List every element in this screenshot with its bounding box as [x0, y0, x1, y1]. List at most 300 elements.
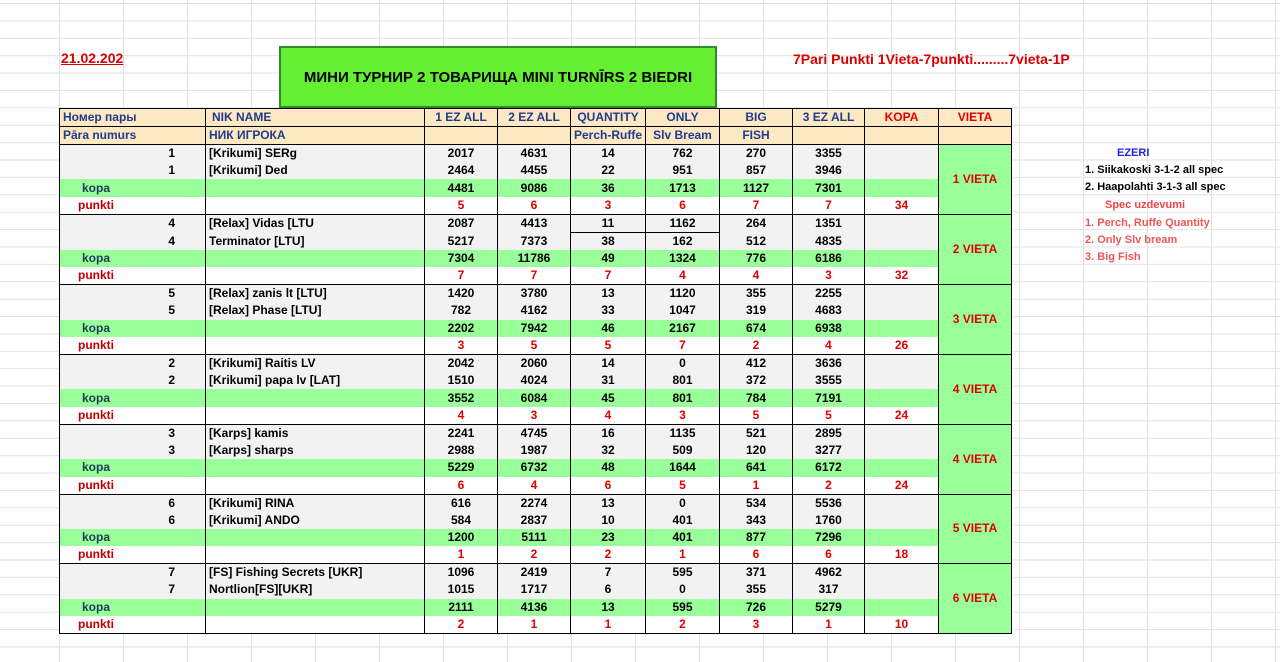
kopa-cell[interactable] — [865, 442, 939, 459]
ez3-cell[interactable]: 4962 — [793, 564, 865, 582]
punkti-only-cell[interactable]: 1 — [646, 546, 720, 564]
big-cell[interactable]: 355 — [720, 581, 793, 598]
ez1-cell[interactable]: 2087 — [425, 214, 498, 232]
punkti-ez3-cell[interactable]: 3 — [793, 267, 865, 285]
kopa-cell[interactable] — [865, 512, 939, 529]
lake-line-1[interactable]: 1. Siikakoski 3-1-2 all spec — [1085, 164, 1224, 176]
pair-number-cell[interactable]: 4 — [60, 232, 206, 250]
punkti-ez2-cell[interactable]: 4 — [498, 477, 571, 495]
punkti-blank-cell[interactable] — [206, 477, 425, 495]
pair-number-cell[interactable]: 6 — [60, 512, 206, 529]
punkti-big-cell[interactable]: 7 — [720, 197, 793, 215]
kopa-qty-cell[interactable]: 45 — [571, 389, 646, 406]
big-cell[interactable]: 270 — [720, 145, 793, 163]
header-ez2[interactable]: 2 EZ ALL — [498, 109, 571, 127]
punkti-qty-cell[interactable]: 3 — [571, 197, 646, 215]
kopa-only-cell[interactable]: 401 — [646, 529, 720, 546]
kopa-total-cell[interactable] — [865, 599, 939, 616]
kopa-total-cell[interactable] — [865, 529, 939, 546]
kopa-qty-cell[interactable]: 36 — [571, 179, 646, 196]
punkti-ez3-cell[interactable]: 7 — [793, 197, 865, 215]
pair-number-cell[interactable]: 1 — [60, 145, 206, 163]
punkti-only-cell[interactable]: 6 — [646, 197, 720, 215]
kopa-cell[interactable] — [865, 581, 939, 598]
ez1-cell[interactable]: 1420 — [425, 285, 498, 303]
pair-number-cell[interactable]: 2 — [60, 354, 206, 372]
kopa-ez1-cell[interactable]: 3552 — [425, 389, 498, 406]
kopa-label[interactable]: kopa — [60, 320, 206, 337]
pair-number-cell[interactable]: 3 — [60, 442, 206, 459]
header-only[interactable]: ONLY — [646, 109, 720, 127]
kopa-ez2-cell[interactable]: 11786 — [498, 250, 571, 267]
ez2-cell[interactable]: 3780 — [498, 285, 571, 303]
nick-cell[interactable]: [Relax] Phase [LTU] — [206, 302, 425, 319]
punkti-ez3-cell[interactable]: 2 — [793, 477, 865, 495]
punkti-total-cell[interactable]: 24 — [865, 477, 939, 495]
punkti-row — [60, 337, 1012, 355]
kopa-total-cell[interactable] — [865, 459, 939, 476]
ez1-cell[interactable]: 2017 — [425, 145, 498, 163]
nick-cell[interactable]: [FS] Fishing Secrets [UKR] — [206, 564, 425, 582]
big-cell[interactable]: 343 — [720, 512, 793, 529]
punkti-qty-cell[interactable]: 4 — [571, 407, 646, 425]
kopa-total-cell[interactable] — [865, 179, 939, 196]
kopa-qty-cell[interactable]: 49 — [571, 250, 646, 267]
kopa-cell[interactable] — [865, 302, 939, 319]
ez3-cell[interactable]: 3355 — [793, 145, 865, 163]
nick-cell[interactable]: [Relax] Vidas [LTU — [206, 214, 425, 232]
punkti-label[interactable]: punkti — [60, 197, 206, 215]
punkti-big-cell[interactable]: 4 — [720, 267, 793, 285]
nick-cell[interactable]: [Krikumi] Ded — [206, 162, 425, 179]
kopa-only-cell[interactable]: 1324 — [646, 250, 720, 267]
nick-cell[interactable]: [Krikumi] RINA — [206, 494, 425, 512]
points-note[interactable]: 7Pari Punkti 1Vieta-7punkti.........7vieta-1P — [793, 51, 1070, 67]
kopa-big-cell[interactable]: 726 — [720, 599, 793, 616]
kopa-ez3-cell[interactable]: 6186 — [793, 250, 865, 267]
punkti-only-cell[interactable]: 7 — [646, 337, 720, 355]
nick-cell[interactable]: Nortlion[FS][UKR] — [206, 581, 425, 598]
ez1-cell[interactable]: 584 — [425, 512, 498, 529]
kopa-ez2-cell[interactable]: 6732 — [498, 459, 571, 476]
header-pair-no-lv[interactable]: Pāra numurs — [60, 127, 206, 145]
header-nik-ru[interactable]: НИК ИГРОКА — [206, 127, 425, 145]
ez2-cell[interactable]: 4745 — [498, 424, 571, 442]
ez1-cell[interactable]: 782 — [425, 302, 498, 319]
kopa-cell[interactable] — [865, 354, 939, 372]
kopa-row — [60, 529, 1012, 546]
kopa-total-cell[interactable] — [865, 320, 939, 337]
punkti-qty-cell[interactable]: 5 — [571, 337, 646, 355]
punkti-only-cell[interactable]: 3 — [646, 407, 720, 425]
pair-number-cell[interactable]: 1 — [60, 162, 206, 179]
ez2-cell[interactable]: 1987 — [498, 442, 571, 459]
punkti-total-cell[interactable]: 18 — [865, 546, 939, 564]
kopa-only-cell[interactable]: 1644 — [646, 459, 720, 476]
punkti-ez2-cell[interactable]: 5 — [498, 337, 571, 355]
big-cell[interactable]: 412 — [720, 354, 793, 372]
header-ez3-sub[interactable] — [793, 127, 865, 145]
only-cell[interactable]: 1120 — [646, 285, 720, 303]
punkti-label[interactable]: punkti — [60, 267, 206, 285]
ez2-cell[interactable]: 2837 — [498, 512, 571, 529]
punkti-blank-cell[interactable] — [206, 337, 425, 355]
only-cell[interactable]: 595 — [646, 564, 720, 582]
kopa-label[interactable]: kopa — [60, 459, 206, 476]
pair-number-cell[interactable]: 3 — [60, 424, 206, 442]
only-cell[interactable]: 401 — [646, 512, 720, 529]
punkti-qty-cell[interactable]: 1 — [571, 616, 646, 634]
kopa-ez2-cell[interactable]: 9086 — [498, 179, 571, 196]
big-cell[interactable]: 857 — [720, 162, 793, 179]
spec-line-1[interactable]: 1. Perch, Ruffe Quantity — [1085, 217, 1210, 229]
punkti-ez1-cell[interactable]: 3 — [425, 337, 498, 355]
kopa-ez2-cell[interactable]: 6084 — [498, 389, 571, 406]
kopa-ez2-cell[interactable]: 4136 — [498, 599, 571, 616]
pair-number-cell[interactable]: 4 — [60, 214, 206, 232]
pair-number-cell[interactable]: 5 — [60, 285, 206, 303]
header-kopa[interactable]: KOPA — [865, 109, 939, 127]
header-ez2-sub[interactable] — [498, 127, 571, 145]
kopa-row — [60, 599, 1012, 616]
kopa-big-cell[interactable]: 776 — [720, 250, 793, 267]
kopa-ez1-cell[interactable]: 2202 — [425, 320, 498, 337]
big-cell[interactable]: 521 — [720, 424, 793, 442]
header-big[interactable]: BIG — [720, 109, 793, 127]
punkti-blank-cell[interactable] — [206, 616, 425, 634]
kopa-big-cell[interactable]: 1127 — [720, 179, 793, 196]
spec-line-3[interactable]: 3. Big Fish — [1085, 251, 1141, 263]
ez3-cell[interactable]: 3946 — [793, 162, 865, 179]
ez1-cell[interactable]: 2464 — [425, 162, 498, 179]
punkti-ez1-cell[interactable]: 6 — [425, 477, 498, 495]
only-cell[interactable]: 0 — [646, 354, 720, 372]
punkti-ez1-cell[interactable]: 4 — [425, 407, 498, 425]
punkti-ez1-cell[interactable]: 2 — [425, 616, 498, 634]
nick-cell[interactable]: [Relax] zanis lt [LTU] — [206, 285, 425, 303]
big-cell[interactable]: 371 — [720, 564, 793, 582]
kopa-big-cell[interactable]: 784 — [720, 389, 793, 406]
kopa-label[interactable]: kopa — [60, 529, 206, 546]
header-vieta-sub[interactable] — [939, 127, 1012, 145]
punkti-total-cell[interactable]: 24 — [865, 407, 939, 425]
punkti-ez3-cell[interactable]: 5 — [793, 407, 865, 425]
big-cell[interactable]: 372 — [720, 372, 793, 389]
kopa-big-cell[interactable]: 674 — [720, 320, 793, 337]
punkti-blank-cell[interactable] — [206, 267, 425, 285]
kopa-cell[interactable] — [865, 424, 939, 442]
kopa-cell[interactable] — [865, 145, 939, 163]
header-pair-no[interactable]: Номер пары — [60, 109, 206, 127]
header-kopa-sub[interactable] — [865, 127, 939, 145]
player-row — [60, 372, 1012, 389]
nick-cell[interactable]: [Krikumi] SERg — [206, 145, 425, 163]
kopa-cell[interactable] — [865, 372, 939, 389]
punkti-ez3-cell[interactable]: 4 — [793, 337, 865, 355]
ez3-cell[interactable]: 2895 — [793, 424, 865, 442]
big-cell[interactable]: 512 — [720, 232, 793, 250]
punkti-total-cell[interactable]: 32 — [865, 267, 939, 285]
header-quantity-sub[interactable]: Perch-Ruffe — [571, 127, 646, 145]
punkti-only-cell[interactable]: 5 — [646, 477, 720, 495]
tournament-title[interactable]: МИНИ ТУРНИР 2 ТОВАРИЩА MINI TURNĪRS 2 BIEDRI — [279, 46, 717, 108]
kopa-big-cell[interactable]: 877 — [720, 529, 793, 546]
header-vieta[interactable]: VIETA — [939, 109, 1012, 127]
only-cell[interactable]: 0 — [646, 581, 720, 598]
nick-cell[interactable]: [Krikumi] papa lv [LAT] — [206, 372, 425, 389]
date-cell[interactable]: 21.02.202 — [61, 50, 124, 66]
qty-cell[interactable]: 16 — [571, 424, 646, 442]
kopa-blank-cell[interactable] — [206, 250, 425, 267]
punkti-row — [60, 197, 1012, 215]
header-ez1[interactable]: 1 EZ ALL — [425, 109, 498, 127]
qty-cell[interactable]: 33 — [571, 302, 646, 319]
pair-number-cell[interactable]: 7 — [60, 581, 206, 598]
kopa-only-cell[interactable]: 1713 — [646, 179, 720, 196]
qty-cell[interactable]: 7 — [571, 564, 646, 582]
kopa-ez1-cell[interactable]: 7304 — [425, 250, 498, 267]
only-cell[interactable]: 762 — [646, 145, 720, 163]
kopa-blank-cell[interactable] — [206, 179, 425, 196]
punkti-ez3-cell[interactable]: 1 — [793, 616, 865, 634]
qty-cell[interactable]: 13 — [571, 285, 646, 303]
punkti-big-cell[interactable]: 3 — [720, 616, 793, 634]
nick-cell[interactable]: [Karps] kamis — [206, 424, 425, 442]
punkti-ez2-cell[interactable]: 6 — [498, 197, 571, 215]
qty-cell[interactable]: 13 — [571, 494, 646, 512]
header-only-sub[interactable]: Slv Bream — [646, 127, 720, 145]
punkti-only-cell[interactable]: 4 — [646, 267, 720, 285]
punkti-total-cell[interactable]: 34 — [865, 197, 939, 215]
player-row — [60, 564, 1012, 582]
punkti-label[interactable]: punkti — [60, 477, 206, 495]
nick-cell[interactable]: [Krikumi] ANDO — [206, 512, 425, 529]
qty-cell[interactable]: 14 — [571, 145, 646, 163]
pair-number-cell[interactable]: 6 — [60, 494, 206, 512]
big-cell[interactable]: 120 — [720, 442, 793, 459]
kopa-ez3-cell[interactable]: 6938 — [793, 320, 865, 337]
kopa-big-cell[interactable]: 641 — [720, 459, 793, 476]
punkti-blank-cell[interactable] — [206, 546, 425, 564]
punkti-row — [60, 267, 1012, 285]
kopa-qty-cell[interactable]: 46 — [571, 320, 646, 337]
vieta-cell[interactable]: 4 VIETA — [939, 354, 1012, 424]
big-cell[interactable]: 534 — [720, 494, 793, 512]
punkti-ez1-cell[interactable]: 7 — [425, 267, 498, 285]
qty-cell[interactable]: 22 — [571, 162, 646, 179]
ez3-cell[interactable]: 4835 — [793, 232, 865, 250]
kopa-row — [60, 389, 1012, 406]
kopa-ez1-cell[interactable]: 5229 — [425, 459, 498, 476]
only-cell[interactable]: 1047 — [646, 302, 720, 319]
only-cell[interactable]: 1135 — [646, 424, 720, 442]
kopa-label[interactable]: kopa — [60, 599, 206, 616]
ez3-cell[interactable]: 3555 — [793, 372, 865, 389]
punkti-big-cell[interactable]: 5 — [720, 407, 793, 425]
ez3-cell[interactable]: 4683 — [793, 302, 865, 319]
only-cell[interactable]: 0 — [646, 494, 720, 512]
punkti-ez2-cell[interactable]: 1 — [498, 616, 571, 634]
ez2-cell[interactable]: 4631 — [498, 145, 571, 163]
kopa-total-cell[interactable] — [865, 250, 939, 267]
kopa-cell[interactable] — [865, 232, 939, 250]
vieta-cell[interactable]: 3 VIETA — [939, 285, 1012, 355]
punkti-label[interactable]: punkti — [60, 616, 206, 634]
vieta-cell[interactable]: 2 VIETA — [939, 214, 1012, 284]
kopa-ez3-cell[interactable]: 5279 — [793, 599, 865, 616]
spec-heading[interactable]: Spec uzdevumi — [1105, 199, 1186, 211]
punkti-only-cell[interactable]: 2 — [646, 616, 720, 634]
ez3-cell[interactable]: 5536 — [793, 494, 865, 512]
nick-cell[interactable]: Terminator [LTU] — [206, 232, 425, 250]
pair-number-cell[interactable]: 7 — [60, 564, 206, 582]
qty-cell[interactable]: 14 — [571, 354, 646, 372]
qty-cell[interactable]: 6 — [571, 581, 646, 598]
kopa-label[interactable]: kopa — [60, 389, 206, 406]
qty-cell[interactable]: 10 — [571, 512, 646, 529]
punkti-blank-cell[interactable] — [206, 197, 425, 215]
qty-cell[interactable]: 38 — [571, 232, 646, 250]
kopa-qty-cell[interactable]: 13 — [571, 599, 646, 616]
kopa-ez1-cell[interactable]: 2111 — [425, 599, 498, 616]
kopa-blank-cell[interactable] — [206, 599, 425, 616]
big-cell[interactable]: 264 — [720, 214, 793, 232]
big-cell[interactable]: 355 — [720, 285, 793, 303]
ez2-cell[interactable]: 2060 — [498, 354, 571, 372]
punkti-ez1-cell[interactable]: 5 — [425, 197, 498, 215]
kopa-cell[interactable] — [865, 162, 939, 179]
pair-number-cell[interactable]: 5 — [60, 302, 206, 319]
punkti-qty-cell[interactable]: 6 — [571, 477, 646, 495]
ez3-cell[interactable]: 3636 — [793, 354, 865, 372]
ez1-cell[interactable]: 2988 — [425, 442, 498, 459]
kopa-ez3-cell[interactable]: 7296 — [793, 529, 865, 546]
vieta-cell[interactable]: 4 VIETA — [939, 424, 1012, 494]
punkti-label[interactable]: punkti — [60, 337, 206, 355]
punkti-ez2-cell[interactable]: 3 — [498, 407, 571, 425]
ez1-cell[interactable]: 2241 — [425, 424, 498, 442]
pair-number-cell[interactable]: 2 — [60, 372, 206, 389]
header-quantity[interactable]: QUANTITY — [571, 109, 646, 127]
ez1-cell[interactable]: 2042 — [425, 354, 498, 372]
only-cell[interactable]: 162 — [646, 232, 720, 250]
punkti-ez2-cell[interactable]: 2 — [498, 546, 571, 564]
punkti-big-cell[interactable]: 2 — [720, 337, 793, 355]
ez1-cell[interactable]: 1096 — [425, 564, 498, 582]
punkti-total-cell[interactable]: 10 — [865, 616, 939, 634]
punkti-ez2-cell[interactable]: 7 — [498, 267, 571, 285]
kopa-ez2-cell[interactable]: 5111 — [498, 529, 571, 546]
header-big-sub[interactable]: FISH — [720, 127, 793, 145]
punkti-big-cell[interactable]: 1 — [720, 477, 793, 495]
ez3-cell[interactable]: 1760 — [793, 512, 865, 529]
kopa-ez1-cell[interactable]: 4481 — [425, 179, 498, 196]
punkti-label[interactable]: punkti — [60, 407, 206, 425]
nick-cell[interactable]: [Karps] sharps — [206, 442, 425, 459]
kopa-qty-cell[interactable]: 48 — [571, 459, 646, 476]
kopa-label[interactable]: kopa — [60, 179, 206, 196]
punkti-label[interactable]: punkti — [60, 546, 206, 564]
ez3-cell[interactable]: 317 — [793, 581, 865, 598]
kopa-total-cell[interactable] — [865, 389, 939, 406]
ez3-cell[interactable]: 1351 — [793, 214, 865, 232]
header-ez3[interactable]: 3 EZ ALL — [793, 109, 865, 127]
only-cell[interactable]: 801 — [646, 372, 720, 389]
player-row — [60, 494, 1012, 512]
kopa-cell[interactable] — [865, 494, 939, 512]
kopa-label[interactable]: kopa — [60, 250, 206, 267]
ez2-cell[interactable]: 1717 — [498, 581, 571, 598]
vieta-cell[interactable]: 1 VIETA — [939, 145, 1012, 215]
ez1-cell[interactable]: 1015 — [425, 581, 498, 598]
kopa-cell[interactable] — [865, 564, 939, 582]
punkti-qty-cell[interactable]: 7 — [571, 267, 646, 285]
only-cell[interactable]: 1162 — [646, 214, 720, 232]
punkti-ez1-cell[interactable]: 1 — [425, 546, 498, 564]
ez2-cell[interactable]: 4455 — [498, 162, 571, 179]
header-nik-name[interactable]: NIK NAME — [206, 109, 425, 127]
only-cell[interactable]: 951 — [646, 162, 720, 179]
big-cell[interactable]: 319 — [720, 302, 793, 319]
punkti-total-cell[interactable]: 26 — [865, 337, 939, 355]
ez3-cell[interactable]: 3277 — [793, 442, 865, 459]
ez2-cell[interactable]: 4024 — [498, 372, 571, 389]
ez2-cell[interactable]: 4413 — [498, 214, 571, 232]
kopa-ez3-cell[interactable]: 7301 — [793, 179, 865, 196]
kopa-blank-cell[interactable] — [206, 529, 425, 546]
kopa-cell[interactable] — [865, 214, 939, 232]
ez2-cell[interactable]: 4162 — [498, 302, 571, 319]
qty-cell[interactable]: 11 — [571, 214, 646, 232]
kopa-cell[interactable] — [865, 285, 939, 303]
qty-cell[interactable]: 32 — [571, 442, 646, 459]
vieta-cell[interactable]: 5 VIETA — [939, 494, 1012, 564]
kopa-ez3-cell[interactable]: 6172 — [793, 459, 865, 476]
kopa-blank-cell[interactable] — [206, 320, 425, 337]
punkti-ez3-cell[interactable]: 6 — [793, 546, 865, 564]
vieta-cell[interactable]: 6 VIETA — [939, 564, 1012, 634]
kopa-ez1-cell[interactable]: 1200 — [425, 529, 498, 546]
lake-line-2[interactable]: 2. Haapolahti 3-1-3 all spec — [1085, 181, 1226, 193]
kopa-blank-cell[interactable] — [206, 389, 425, 406]
ez1-cell[interactable]: 616 — [425, 494, 498, 512]
kopa-qty-cell[interactable]: 23 — [571, 529, 646, 546]
kopa-ez3-cell[interactable]: 7191 — [793, 389, 865, 406]
kopa-ez2-cell[interactable]: 7942 — [498, 320, 571, 337]
player-row — [60, 285, 1012, 303]
kopa-only-cell[interactable]: 801 — [646, 389, 720, 406]
qty-cell[interactable]: 31 — [571, 372, 646, 389]
ez1-cell[interactable]: 1510 — [425, 372, 498, 389]
ez3-cell[interactable]: 2255 — [793, 285, 865, 303]
ez2-cell[interactable]: 7373 — [498, 232, 571, 250]
punkti-row — [60, 407, 1012, 425]
ezeri-heading[interactable]: EZERI — [1117, 147, 1150, 159]
ez2-cell[interactable]: 2419 — [498, 564, 571, 582]
header-ez1-sub[interactable] — [425, 127, 498, 145]
kopa-only-cell[interactable]: 2167 — [646, 320, 720, 337]
ez1-cell[interactable]: 5217 — [425, 232, 498, 250]
punkti-blank-cell[interactable] — [206, 407, 425, 425]
nick-cell[interactable]: [Krikumi] Raitis LV — [206, 354, 425, 372]
only-cell[interactable]: 509 — [646, 442, 720, 459]
ez2-cell[interactable]: 2274 — [498, 494, 571, 512]
spec-line-2[interactable]: 2. Only Slv bream — [1085, 234, 1178, 246]
punkti-qty-cell[interactable]: 2 — [571, 546, 646, 564]
kopa-blank-cell[interactable] — [206, 459, 425, 476]
kopa-only-cell[interactable]: 595 — [646, 599, 720, 616]
punkti-big-cell[interactable]: 6 — [720, 546, 793, 564]
